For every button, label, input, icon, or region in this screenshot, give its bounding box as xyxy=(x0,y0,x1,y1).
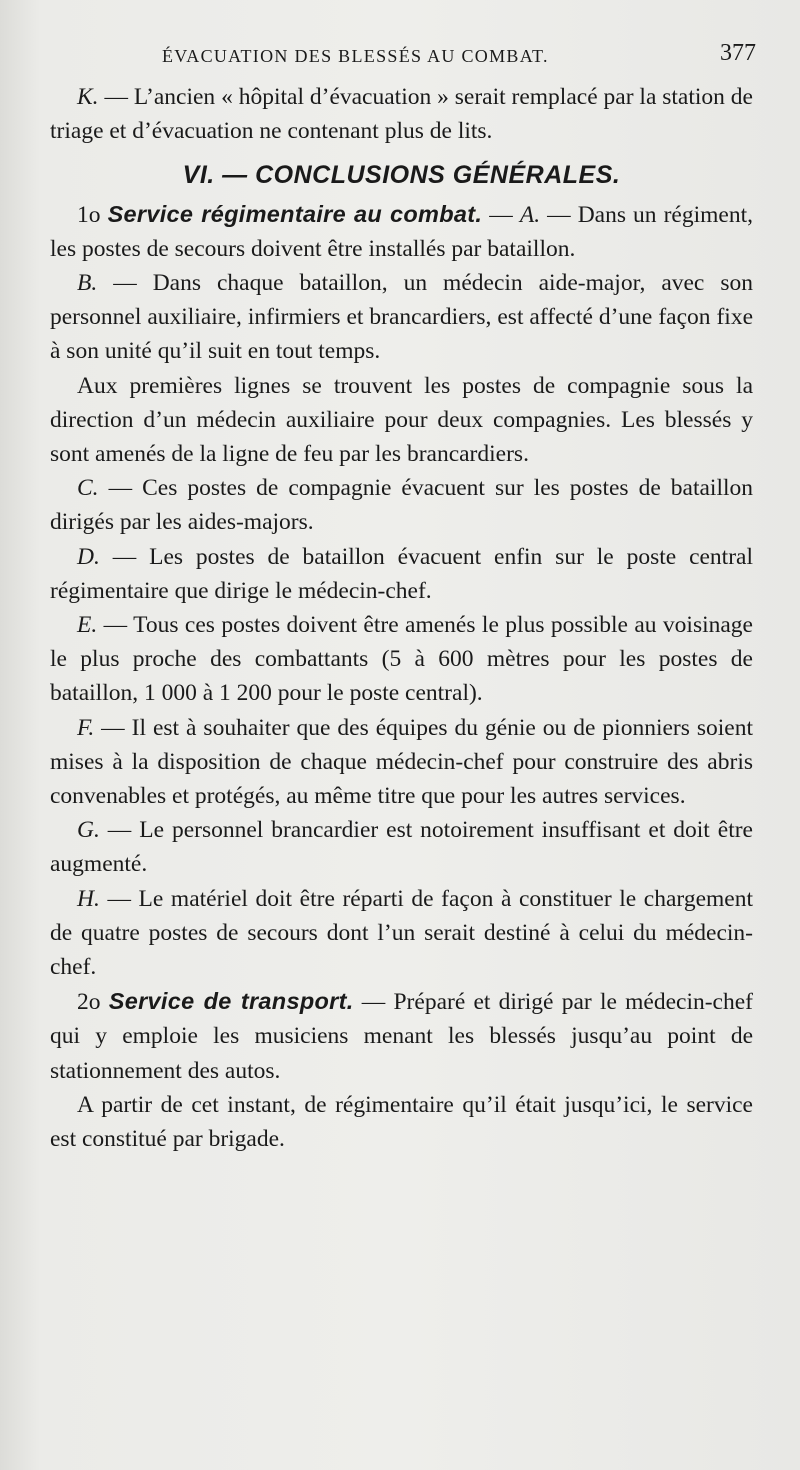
paragraph-letter: E. xyxy=(77,612,98,639)
paragraph-letter: G. xyxy=(77,817,100,844)
paragraph-text: — Préparé et dirigé par le médecin-chef qui y emploie les musiciens menant les blessés jusqu’au point de stationnement des autos. xyxy=(50,989,753,1084)
page-body xyxy=(50,80,753,1156)
running-title: ÉVACUATION DES BLESSÉS AU COMBAT. xyxy=(162,46,549,66)
paragraph-b-cont: Aux premières lignes se trouvent les postes de compagnie sous la direction d’un médecin auxiliaire pour deux compagnies. Les blessés y sont amenés de la ligne de feu par les brancardiers. xyxy=(50,372,753,468)
paragraph-d xyxy=(50,540,753,608)
section-heading: VI. — CONCLUSIONS GÉNÉRALES. xyxy=(182,161,621,190)
paragraph-text: — Il est à souhaiter que des équipes du génie ou de pionniers soient mises à la disposition de chaque médecin-chef pour construire des abris convenables et protégés, au même titre que pour les autres services. xyxy=(50,714,753,810)
paragraph-letter: B. xyxy=(77,270,98,297)
page-header xyxy=(52,38,756,74)
sub-heading: Service de transport. xyxy=(108,988,354,1015)
paragraph-text: — Dans chaque bataillon, un médecin aide-major, avec son personnel auxiliaire, infirmiers et brancardiers, est affecté d’une façon fixe à son unité qu’il suit en tout temps. xyxy=(50,270,753,365)
paragraph-text: — Ces postes de compagnie évacuent sur les postes de bataillon dirigés par les aides-majors. xyxy=(50,475,753,536)
page-number: 377 xyxy=(720,40,756,66)
paragraph-text: — Dans un régiment, les postes de secours doivent être installés par bataillon. xyxy=(50,201,754,262)
paragraph-letter: H. xyxy=(77,885,100,912)
paragraph-c xyxy=(50,471,753,539)
item-number: 2o xyxy=(77,989,109,1016)
paragraph-g xyxy=(50,813,753,881)
dash: — xyxy=(482,201,520,228)
paragraph-text: — Le matériel doit être réparti de façon à constituer le chargement de quatre postes de secours dont l’un serait destiné à celui du médecin-chef. xyxy=(50,885,753,981)
item-number: 1o xyxy=(77,201,108,228)
paragraph-k xyxy=(50,80,753,148)
paragraph-letter: A. xyxy=(519,201,541,228)
paragraph-h xyxy=(50,882,753,985)
paragraph-letter: C. xyxy=(77,475,99,502)
paragraph-e xyxy=(50,608,753,711)
paragraph-text: — L’ancien « hôpital d’évacuation » serait remplacé par la station de triage et d’évacuation ne contenant plus de lits. xyxy=(50,84,753,145)
paragraph-letter: F. xyxy=(77,714,95,741)
paragraph-1-a xyxy=(50,197,753,266)
paragraph-text: — Tous ces postes doivent être amenés le plus possible au voisinage le plus proche des combattants (5 à 600 mètres pour les postes de bataillon, 1 000 à 1 200 pour le poste central). xyxy=(50,612,753,707)
paragraph-b xyxy=(50,266,753,369)
paragraph-letter: K. xyxy=(77,84,99,110)
paragraph-text: — Le personnel brancardier est notoirement insuffisant et doit être augmenté. xyxy=(50,817,753,878)
paragraph-letter: D. xyxy=(77,543,100,570)
sub-heading: Service régimentaire au combat. xyxy=(107,200,483,227)
paragraph-2 xyxy=(50,984,753,1088)
paragraph-2-cont: A partir de cet instant, de régimentaire qu’il était jusqu’ici, le service est constitué par brigade. xyxy=(50,1091,753,1153)
paragraph-text: — Les postes de bataillon évacuent enfin sur le poste central régimentaire que dirige le médecin-chef. xyxy=(50,543,753,604)
paragraph-f xyxy=(50,711,753,814)
